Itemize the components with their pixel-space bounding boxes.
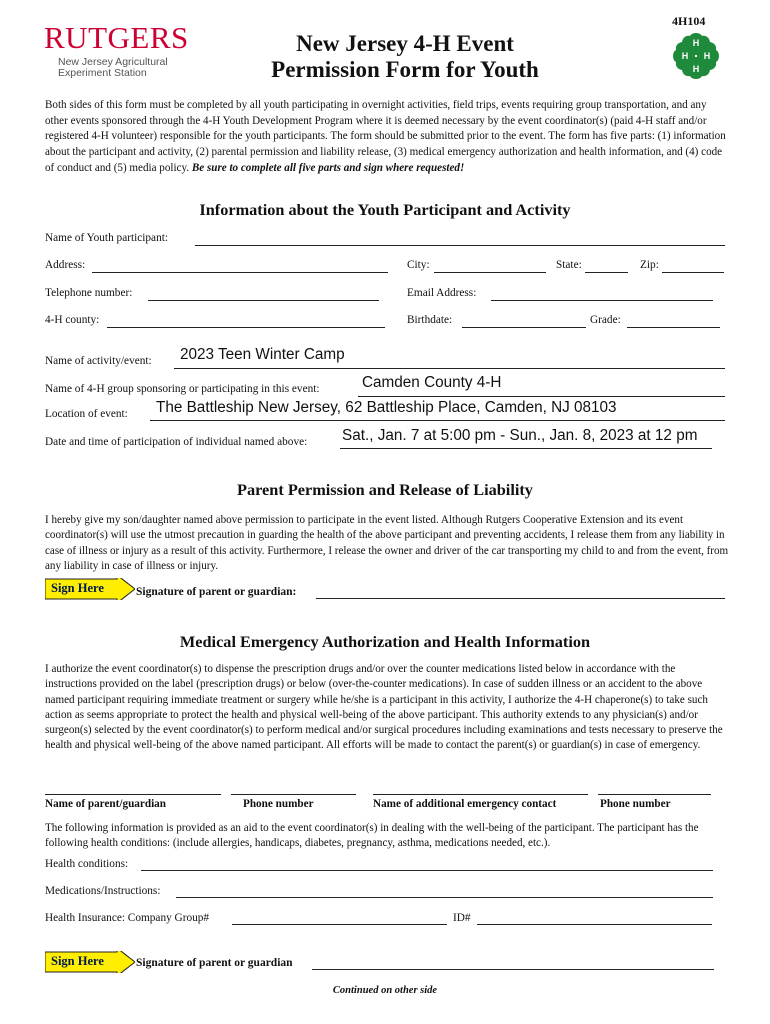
medications-label: Medications/Instructions:	[45, 885, 161, 897]
intro-text: Both sides of this form must be completed by all youth participating in overnight activities, field trips, events requiring group transportation, and any other events sponsored through the 4-H Youth Development Program where it is deemed necessary by the event coordinator(s) (paid 4-H staff and/or registered 4-H volunteer) responsible for the youth participants. The form should be submitted prior to the event. The form has five parts: (1) information about the participant and activity, (2) parental permission and liability release, (3) medical emergency authorization and health information, and (4) code of conduct and (5) media policy.	[45, 99, 726, 174]
medical-signature-field[interactable]	[312, 969, 714, 970]
parent-signature-field[interactable]	[316, 598, 725, 599]
permission-paragraph: I hereby give my son/daughter named above permission to participate in the event listed. Although Rutgers Cooperative Extension and its event coordinator(s) will use the utmost precaution in guarding the health of the above participant and preventing accidents, I release them from any liability in case of illness or injury as a result of this activity. Furthermore, I release the owner and driver of the car transporting my child to and from the event, from any liability in case of illness or injury.	[45, 514, 729, 572]
svg-text:H: H	[692, 38, 700, 48]
clover-icon	[668, 28, 724, 84]
county-label: 4-H county:	[45, 314, 100, 326]
sign-here-label: Sign Here	[51, 581, 104, 595]
page-title	[240, 31, 570, 83]
intro-paragraph	[45, 98, 729, 177]
activity-value[interactable]: 2023 Teen Winter Camp	[180, 346, 345, 363]
grade-label: Grade:	[590, 314, 621, 326]
zip-label: Zip:	[640, 259, 659, 271]
state-label: State:	[556, 259, 582, 271]
group-field[interactable]	[358, 396, 725, 397]
rutgers-logo: RUTGERS	[44, 20, 189, 55]
insurance-id-field[interactable]	[477, 924, 712, 925]
health-info-paragraph: The following information is provided as an aid to the event coordinator(s) in dealing with the well-being of the participant. The participant has the following health conditions: (include allergies, handicaps, diabetes, pregnancy, asthma, medications needed, etc.).	[45, 822, 699, 850]
svg-text:H: H	[692, 64, 700, 74]
parent-signature-label: Signature of parent or guardian:	[136, 586, 297, 598]
medications-field[interactable]	[176, 897, 713, 898]
activity-field[interactable]	[174, 368, 725, 369]
email-field[interactable]	[491, 300, 713, 301]
parent-phone-label: Phone number	[243, 798, 314, 810]
datetime-field[interactable]	[340, 448, 712, 449]
insurance-group-field[interactable]	[232, 924, 447, 925]
health-conditions-label: Health conditions:	[45, 858, 129, 870]
datetime-value[interactable]: Sat., Jan. 7 at 5:00 pm - Sun., Jan. 8, 2023 at 12 pm	[342, 427, 698, 444]
sign-here-marker-1[interactable]	[45, 578, 135, 600]
address-label: Address:	[45, 259, 86, 271]
additional-contact-field[interactable]	[373, 794, 588, 795]
section-heading-participant: Information about the Youth Participant and Activity	[199, 200, 571, 219]
logo-subtitle-line2: Experiment Station	[58, 67, 147, 79]
title-line2: Permission Form for Youth	[271, 57, 539, 82]
additional-contact-label: Name of additional emergency contact	[373, 798, 557, 810]
sign-here-marker-2[interactable]	[45, 951, 135, 973]
group-value[interactable]: Camden County 4-H	[362, 374, 502, 391]
insurance-label: Health Insurance: Company Group#	[45, 912, 210, 924]
section-heading-medical: Medical Emergency Authorization and Health Information	[179, 632, 591, 651]
group-label: Name of 4-H group sponsoring or participating in this event:	[45, 383, 320, 395]
medical-signature-label: Signature of parent or guardian	[136, 957, 293, 969]
continued-note: Continued on other side	[332, 985, 438, 996]
telephone-field[interactable]	[148, 300, 379, 301]
insurance-id-label: ID#	[453, 912, 471, 924]
parent-name-field[interactable]	[45, 794, 221, 795]
city-field[interactable]	[434, 272, 546, 273]
city-label: City:	[407, 259, 430, 271]
parent-phone-field[interactable]	[231, 794, 356, 795]
form-number: 4H104	[672, 14, 706, 28]
section-heading-permission: Parent Permission and Release of Liability	[237, 480, 533, 499]
zip-field[interactable]	[662, 272, 724, 273]
additional-phone-label: Phone number	[600, 798, 671, 810]
logo-subtitle	[58, 57, 208, 79]
datetime-label: Date and time of participation of individual named above:	[45, 436, 308, 448]
email-label: Email Address:	[407, 287, 477, 299]
birthdate-label: Birthdate:	[407, 314, 453, 326]
activity-label: Name of activity/event:	[45, 355, 152, 367]
location-field[interactable]	[150, 420, 725, 421]
youth-name-label: Name of Youth participant:	[45, 232, 168, 244]
youth-name-field[interactable]	[195, 245, 725, 246]
location-label: Location of event:	[45, 408, 128, 420]
state-field[interactable]	[585, 272, 628, 273]
parent-name-label: Name of parent/guardian	[45, 798, 166, 810]
grade-field[interactable]	[627, 327, 720, 328]
location-value[interactable]: The Battleship New Jersey, 62 Battleship Place, Camden, NJ 08103	[156, 399, 617, 416]
telephone-label: Telephone number:	[45, 287, 133, 299]
medical-paragraph: I authorize the event coordinator(s) to dispense the prescription drugs and/or over the counter medications listed below in accordance with the instructions provided on the label (prescription drugs) or below (over-the-counter medications). In case of sudden illness or an accident to the above named participant requiring immediate treatment or surgery while he/she is a participant in this activity, I authorize the 4-H chaperone(s) to take such action as seems appropriate to protect the health and physical well-being of the above participant. This authority extends to any physician(s) and/or surgeon(s) selected by the event coordinator(s) to perform medical and/or surgical procedures including examinations and tests necessary to preserve the health and physical well-being of the above named participant. All efforts will be made to contact the parent(s) or guardian(s) in case of emergency.	[45, 663, 723, 752]
title-line1: New Jersey 4-H Event	[296, 31, 514, 56]
address-field[interactable]	[92, 272, 388, 273]
health-conditions-field[interactable]	[141, 870, 713, 871]
intro-emphasis: Be sure to complete all five parts and sign where requested!	[191, 161, 465, 174]
additional-phone-field[interactable]	[598, 794, 711, 795]
birthdate-field[interactable]	[462, 327, 586, 328]
sign-here-label: Sign Here	[51, 954, 104, 968]
logo-subtitle-line1: New Jersey Agricultural	[58, 56, 168, 68]
county-field[interactable]	[107, 327, 385, 328]
svg-text:H: H	[681, 51, 689, 61]
svg-text:H: H	[703, 51, 711, 61]
